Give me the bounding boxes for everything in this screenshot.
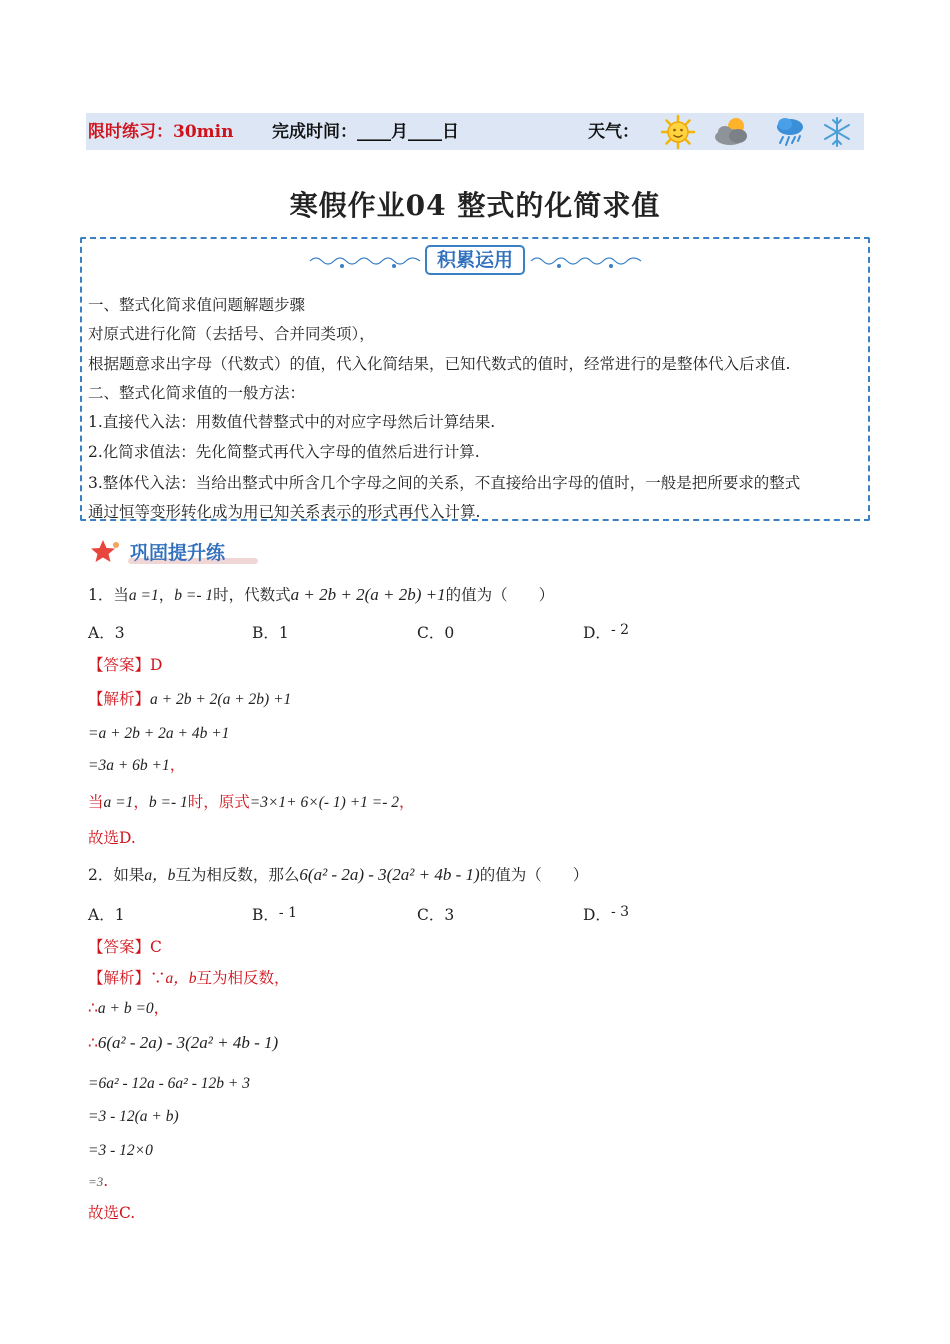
q2-conclusion: 故选C. <box>88 1204 136 1222</box>
q1-substitution: 当a =1，b =- 1时，原式=3×1+ 6×(- 1) +1 =- 2， <box>88 793 415 811</box>
knowledge-line-6: 2.化简求值法：先化简整式再代入字母的值然后进行计算. <box>88 443 480 461</box>
q2-step-1: ∴a + b =0， <box>88 999 170 1017</box>
left-wave-ornament <box>308 252 423 270</box>
q1-option-d[interactable]: D．- 2 <box>583 622 630 642</box>
right-wave-ornament <box>529 252 644 270</box>
knowledge-badge: 积累运用 <box>425 245 525 275</box>
q1-option-a[interactable]: A．3 <box>88 624 125 642</box>
q2-step-6: =3. <box>88 1172 109 1190</box>
q2-analysis: 【解析】∵a，b互为相反数， <box>88 969 290 987</box>
sun-icon <box>660 114 696 150</box>
completion-time-label: 完成时间：____月____日 <box>272 122 459 142</box>
q2-answer: 【答案】C <box>88 938 162 956</box>
q1-option-b[interactable]: B．1 <box>252 624 289 642</box>
knowledge-line-2: 对原式进行化简（去括号、合并同类项）， <box>88 325 375 343</box>
partly-cloudy-icon <box>712 115 752 149</box>
knowledge-line-5: 1.直接代入法：用数值代替整式中的对应字母然后计算结果. <box>88 413 496 431</box>
knowledge-line-1: 一、整式化简求值问题解题步骤 <box>88 296 306 314</box>
page-title: 寒假作业04 整式的化简求值 <box>289 189 661 222</box>
question-1-stem: 1．当a =1，b =- 1时，代数式a + 2b + 2(a + 2b) +1的值为（ ） <box>88 585 555 604</box>
q1-conclusion: 故选D. <box>88 829 136 847</box>
q2-step-2: ∴6(a² - 2a) - 3(2a² + 4b - 1) <box>88 1033 279 1052</box>
q2-option-d[interactable]: D．- 3 <box>583 904 630 924</box>
knowledge-line-7: 3.整体代入法：当给出整式中所含几个字母之间的关系，不直接给出字母的值时，一般是把所要求的整式 <box>88 474 801 492</box>
q1-option-c[interactable]: C．0 <box>417 624 455 642</box>
knowledge-line-4: 二、整式化简求值的一般方法： <box>88 384 306 402</box>
q1-step-1: =a + 2b + 2a + 4b +1 <box>88 725 230 742</box>
q1-analysis: 【解析】a + 2b + 2(a + 2b) +1 <box>88 690 292 708</box>
q1-step-2: =3a + 6b +1， <box>88 756 186 774</box>
q2-option-b[interactable]: B．- 1 <box>252 905 297 924</box>
q2-step-4: =3 - 12(a + b) <box>88 1108 179 1125</box>
time-limit-label: 限时练习：30min <box>88 122 234 142</box>
q2-option-a[interactable]: A．1 <box>88 906 125 924</box>
knowledge-line-3: 根据题意求出字母（代数式）的值，代入化简结果，已知代数式的值时，经常进行的是整体代入后求值. <box>88 355 791 373</box>
rain-icon <box>774 115 806 149</box>
q2-step-5: =3 - 12×0 <box>88 1142 153 1159</box>
q1-answer: 【答案】D <box>88 656 163 674</box>
question-2-stem: 2．如果a，b互为相反数，那么6(a² - 2a) - 3(2a² + 4b - 1)的值为（ ） <box>88 865 589 884</box>
snowflake-icon <box>822 116 852 148</box>
knowledge-line-8: 通过恒等变形转化成为用已知关系表示的形式再代入计算. <box>88 503 481 521</box>
q2-step-3: =6a² - 12a - 6a² - 12b + 3 <box>88 1075 250 1092</box>
star-icon <box>89 538 123 564</box>
weather-label: 天气： <box>588 122 639 142</box>
section-title: 巩固提升练 <box>130 542 226 564</box>
q2-option-c[interactable]: C．3 <box>417 906 455 924</box>
